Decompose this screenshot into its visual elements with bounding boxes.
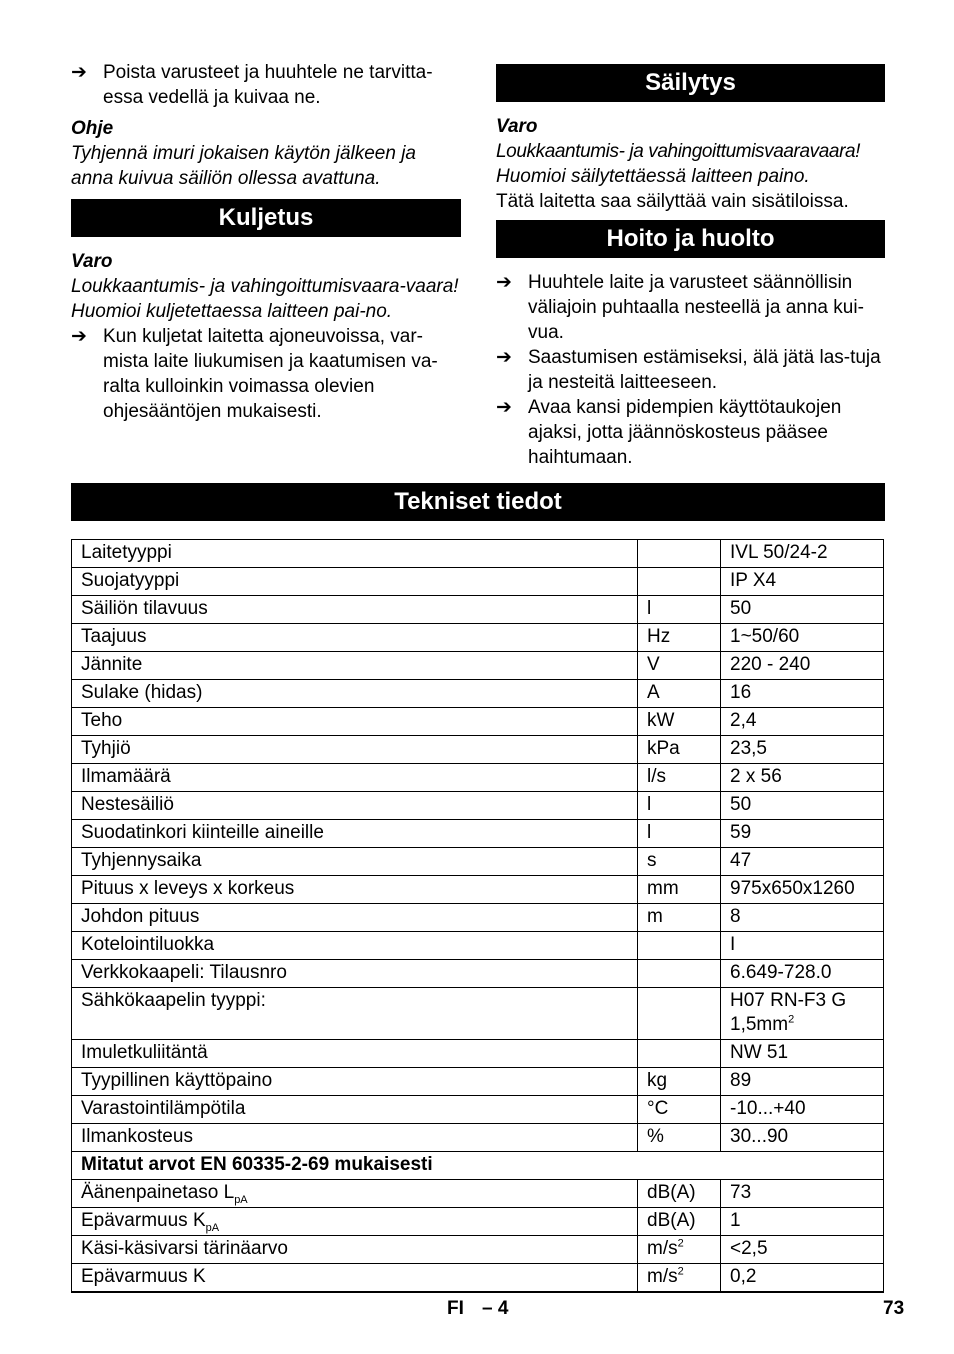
- arrow-right-icon: ➔: [496, 397, 512, 418]
- spec-value: 6.649-728.0: [721, 960, 884, 988]
- note-text: Tyhjennä imuri jokaisen käytön jälkeen ja anna kuivua säiliön ollessa avattuna.: [71, 143, 416, 189]
- spec-value: 59: [721, 820, 884, 848]
- caution-title: Varo: [71, 251, 113, 272]
- table-row: [72, 680, 884, 708]
- spec-unit: l/s: [638, 764, 721, 792]
- spec-label-text: Epävarmuus K: [81, 1210, 206, 1231]
- spec-label: Jännite: [72, 652, 638, 680]
- left-column: [71, 60, 461, 424]
- spec-label: Suojatyyppi: [72, 568, 638, 596]
- spec-value: 47: [721, 848, 884, 876]
- section-title: Mitatut arvot EN 60335-2-69 mukaisesti: [72, 1152, 884, 1180]
- spec-value: IP X4: [721, 568, 884, 596]
- spec-value: 8: [721, 904, 884, 932]
- spec-label: Varastointilämpötila: [72, 1096, 638, 1124]
- spec-label: Taajuus: [72, 624, 638, 652]
- spec-value: 50: [721, 792, 884, 820]
- spec-label: Tyypillinen käyttöpaino: [72, 1068, 638, 1096]
- spec-unit: s: [638, 848, 721, 876]
- table-row: [72, 988, 884, 1040]
- spec-label: [72, 1180, 638, 1208]
- table-row: [72, 1068, 884, 1096]
- arrow-right-icon: ➔: [71, 62, 87, 83]
- spec-unit: °C: [638, 1096, 721, 1124]
- spec-value: NW 51: [721, 1040, 884, 1068]
- spec-value: 1~50/60: [721, 624, 884, 652]
- bullet-transport: [71, 324, 461, 424]
- spec-unit: [638, 568, 721, 596]
- table-row: [72, 568, 884, 596]
- subscript: pA: [234, 1193, 248, 1206]
- spec-unit: [638, 1040, 721, 1068]
- spec-unit: A: [638, 680, 721, 708]
- spec-value: 16: [721, 680, 884, 708]
- spec-unit: [638, 540, 721, 568]
- table-row: [72, 1264, 884, 1293]
- bullet-text: Saastumisen estämiseksi, älä jätä las-tuja ja nesteitä laitteeseen.: [528, 347, 881, 393]
- spec-unit: l: [638, 792, 721, 820]
- spec-unit: l: [638, 820, 721, 848]
- heading-kuljetus: Kuljetus: [71, 199, 461, 237]
- table-row: [72, 1208, 884, 1236]
- table-row: [72, 1040, 884, 1068]
- spec-unit: [638, 1264, 721, 1293]
- spec-label: Epävarmuus K: [72, 1264, 638, 1293]
- spec-label: [72, 1208, 638, 1236]
- table-row: [72, 1124, 884, 1152]
- bullet-maintenance-2: [496, 345, 885, 395]
- spec-unit: kg: [638, 1068, 721, 1096]
- table-row: [72, 596, 884, 624]
- bullet-maintenance-1: [496, 270, 885, 345]
- caution-line-2: Huomioi säilytettäessä laitteen paino.: [496, 166, 810, 187]
- table-row: [72, 932, 884, 960]
- table-row: [72, 736, 884, 764]
- table-row: [72, 652, 884, 680]
- spec-value-line-2: 1,5mm: [730, 1014, 789, 1035]
- spec-value: 2,4: [721, 708, 884, 736]
- spec-label: Kotelointiluokka: [72, 932, 638, 960]
- spec-unit: Hz: [638, 624, 721, 652]
- table-row: [72, 1096, 884, 1124]
- spec-label: Sähkökaapelin tyyppi:: [72, 988, 638, 1040]
- bullet-text: Avaa kansi pidempien käyttötaukojen ajaksi, jotta jäännöskosteus pääsee haihtumaan.: [528, 397, 842, 468]
- spec-label: Pituus x leveys x korkeus: [72, 876, 638, 904]
- table-section-row: [72, 1152, 884, 1180]
- spec-label: Verkkokaapeli: Tilausnro: [72, 960, 638, 988]
- bullet-rinse-accessories: [71, 60, 461, 110]
- spec-value: [721, 988, 884, 1040]
- spec-value: 50: [721, 596, 884, 624]
- superscript: 2: [677, 1237, 684, 1250]
- spec-label: Suodatinkori kiinteille aineille: [72, 820, 638, 848]
- arrow-right-icon: ➔: [496, 272, 512, 293]
- spec-unit-text: m/s: [647, 1266, 678, 1287]
- spec-label: Imuletkuliitäntä: [72, 1040, 638, 1068]
- spec-unit: m: [638, 904, 721, 932]
- spec-value: IVL 50/24-2: [721, 540, 884, 568]
- table-row: [72, 820, 884, 848]
- spec-unit: dB(A): [638, 1180, 721, 1208]
- table-row: [72, 848, 884, 876]
- table-row: [72, 792, 884, 820]
- table-row: [72, 960, 884, 988]
- caution-line-1: Loukkaantumis- ja vahingoittumisvaaravaara!: [496, 141, 861, 162]
- spec-label: Nestesäiliö: [72, 792, 638, 820]
- spec-value: -10...+40: [721, 1096, 884, 1124]
- spec-unit: l: [638, 596, 721, 624]
- spec-unit: mm: [638, 876, 721, 904]
- spec-label: Sulake (hidas): [72, 680, 638, 708]
- spec-value: 2 x 56: [721, 764, 884, 792]
- caution-text: Loukkaantumis- ja vahingoittumisvaara-vaara! Huomioi kuljetettaessa laitteen pai-no.: [71, 276, 459, 322]
- superscript: 2: [788, 1013, 795, 1026]
- right-column: [496, 60, 885, 470]
- heading-hoito-ja-huolto: Hoito ja huolto: [496, 220, 885, 258]
- spec-label: Säiliön tilavuus: [72, 596, 638, 624]
- spec-value: 73: [721, 1180, 884, 1208]
- bullet-maintenance-3: [496, 395, 885, 470]
- table-row: [72, 1236, 884, 1264]
- spec-unit: [638, 932, 721, 960]
- spec-unit: [638, 1236, 721, 1264]
- specs-table: [71, 539, 884, 1293]
- table-row: [72, 624, 884, 652]
- spec-unit: dB(A): [638, 1208, 721, 1236]
- spec-unit-text: m/s: [647, 1238, 678, 1259]
- spec-value: <2,5: [721, 1236, 884, 1264]
- bullet-text: Huuhtele laite ja varusteet säännöllisin väliajoin puhtaalla nesteellä ja anna kui-vua.: [528, 272, 864, 343]
- spec-value: 220 - 240: [721, 652, 884, 680]
- spec-value: I: [721, 932, 884, 960]
- table-row: [72, 876, 884, 904]
- spec-unit: V: [638, 652, 721, 680]
- spec-value: 89: [721, 1068, 884, 1096]
- table-row: [72, 540, 884, 568]
- spec-value: 975x650x1260: [721, 876, 884, 904]
- spec-label: Teho: [72, 708, 638, 736]
- bullet-text: Poista varusteet ja huuhtele ne tarvitta-essa vedellä ja kuivaa ne.: [103, 62, 433, 108]
- table-row: [72, 904, 884, 932]
- arrow-right-icon: ➔: [71, 326, 87, 347]
- spec-unit: kW: [638, 708, 721, 736]
- spec-value: 30...90: [721, 1124, 884, 1152]
- spec-unit: %: [638, 1124, 721, 1152]
- bullet-text: Kun kuljetat laitetta ajoneuvoissa, var-mista laite liukumisen ja kaatumisen va-ralta kulloinkin voimassa olevien ohjesääntöjen mukaisesti.: [103, 326, 438, 422]
- arrow-right-icon: ➔: [496, 347, 512, 368]
- spec-label: Johdon pituus: [72, 904, 638, 932]
- superscript: 2: [677, 1265, 684, 1278]
- spec-label: Käsi-käsivarsi tärinäarvo: [72, 1236, 638, 1264]
- spec-label: Tyhjiö: [72, 736, 638, 764]
- spec-unit: kPa: [638, 736, 721, 764]
- footer-language: FI: [447, 1298, 464, 1319]
- table-row: [72, 708, 884, 736]
- heading-tekniset-tiedot: Tekniset tiedot: [71, 483, 885, 521]
- heading-sailytys: Säilytys: [496, 64, 885, 102]
- spec-label: Laitetyyppi: [72, 540, 638, 568]
- note-title: Ohje: [71, 118, 114, 139]
- spec-value: 23,5: [721, 736, 884, 764]
- spec-value: 0,2: [721, 1264, 884, 1293]
- spec-label: Tyhjennysaika: [72, 848, 638, 876]
- footer-page-number: 73: [883, 1298, 905, 1319]
- spec-unit: [638, 960, 721, 988]
- spec-label: Ilmamäärä: [72, 764, 638, 792]
- spec-value-line-1: H07 RN-F3 G: [730, 990, 847, 1011]
- table-row: [72, 1180, 884, 1208]
- storage-text: Tätä laitetta saa säilyttää vain sisätiloissa.: [496, 191, 849, 212]
- footer-local-page: – 4: [482, 1298, 509, 1319]
- spec-label: Ilmankosteus: [72, 1124, 638, 1152]
- spec-label-text: Äänenpainetaso L: [81, 1182, 235, 1203]
- spec-value: 1: [721, 1208, 884, 1236]
- caution-title: Varo: [496, 116, 538, 137]
- spec-unit: [638, 988, 721, 1040]
- subscript: pA: [205, 1221, 220, 1234]
- table-row: [72, 764, 884, 792]
